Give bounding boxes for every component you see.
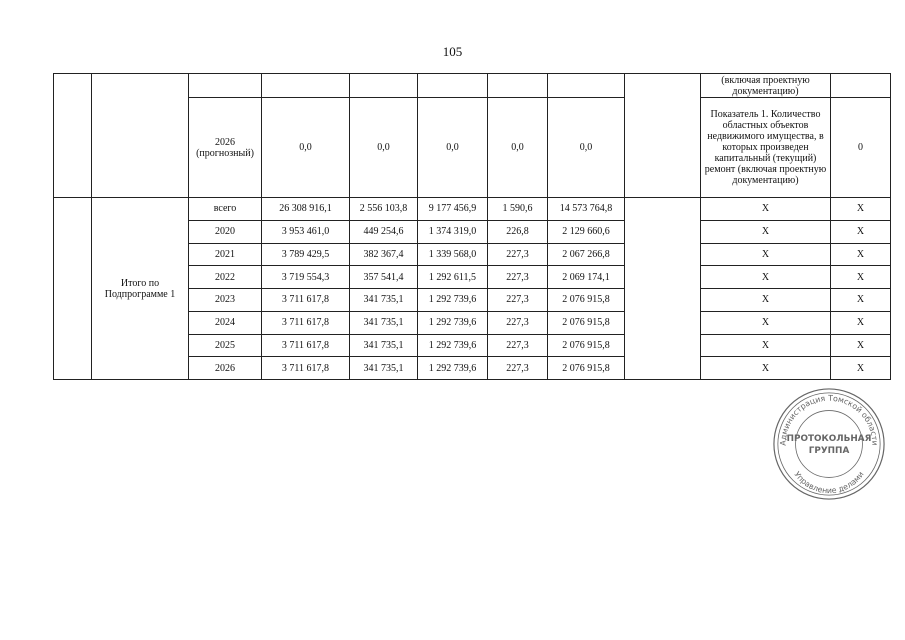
x-mark-cell: X: [831, 357, 891, 380]
value-cell: 0,0: [350, 98, 418, 198]
value-cell: 357 541,4: [350, 266, 418, 289]
value-cell: 26 308 916,1: [262, 198, 350, 221]
value-cell: 1 292 739,6: [418, 289, 488, 312]
x-mark-cell: X: [831, 198, 891, 221]
value-cell: 2 129 660,6: [548, 220, 625, 243]
stamp-seal: [770, 385, 888, 503]
value-cell: 449 254,6: [350, 220, 418, 243]
indicator-text-cell: Показатель 1. Количество областных объектов недвижимого имущества, в которых произведен капитальный (текущий) ремонт (включая проектную документацию): [701, 98, 831, 198]
stamp-ring-top: Администрация Томской области: [778, 393, 880, 446]
value-cell: [262, 74, 350, 98]
value-cell: 227,3: [488, 289, 548, 312]
value-cell: 0,0: [488, 98, 548, 198]
year-cell: 2023: [189, 289, 262, 312]
year-cell: 2020: [189, 220, 262, 243]
value-cell: 341 735,1: [350, 311, 418, 334]
value-cell: [488, 74, 548, 98]
value-cell: 3 953 461,0: [262, 220, 350, 243]
value-cell: 3 719 554,3: [262, 266, 350, 289]
executor-cell: [625, 74, 701, 198]
stamp-center-line-2: ГРУППА: [808, 445, 850, 456]
value-cell: 1 374 319,0: [418, 220, 488, 243]
value-cell: 2 076 915,8: [548, 357, 625, 380]
indicator-value-cell: [831, 74, 891, 98]
indicator-value-cell: 0: [831, 98, 891, 198]
x-mark-cell: X: [831, 289, 891, 312]
value-cell: 2 076 915,8: [548, 289, 625, 312]
value-cell: 227,3: [488, 243, 548, 266]
value-cell: 3 711 617,8: [262, 334, 350, 357]
x-mark-cell: X: [831, 266, 891, 289]
table-row: [54, 74, 891, 98]
value-cell: 341 735,1: [350, 357, 418, 380]
value-cell: 3 789 429,5: [262, 243, 350, 266]
value-cell: 1 292 739,6: [418, 334, 488, 357]
value-cell: 341 735,1: [350, 289, 418, 312]
value-cell: 0,0: [262, 98, 350, 198]
year-cell: всего: [189, 198, 262, 221]
x-mark-cell: X: [701, 289, 831, 312]
value-cell: 0,0: [548, 98, 625, 198]
x-mark-cell: X: [831, 220, 891, 243]
value-cell: 2 076 915,8: [548, 334, 625, 357]
x-mark-cell: X: [701, 357, 831, 380]
x-mark-cell: X: [701, 311, 831, 334]
year-cell: 2021: [189, 243, 262, 266]
value-cell: 2 076 915,8: [548, 311, 625, 334]
value-cell: 2 556 103,8: [350, 198, 418, 221]
value-cell: 226,8: [488, 220, 548, 243]
year-cell: 2024: [189, 311, 262, 334]
number-cell: [54, 198, 92, 380]
total-label-cell: Итого по Подпрограмме 1: [92, 198, 189, 380]
name-cell: [92, 74, 189, 198]
x-mark-cell: X: [831, 334, 891, 357]
value-cell: 1 292 739,6: [418, 357, 488, 380]
value-cell: 382 367,4: [350, 243, 418, 266]
x-mark-cell: X: [701, 243, 831, 266]
page-number: 105: [442, 44, 463, 59]
value-cell: 3 711 617,8: [262, 289, 350, 312]
value-cell: 2 067 266,8: [548, 243, 625, 266]
executor-cell: [625, 198, 701, 380]
table-row: [54, 198, 891, 221]
value-cell: 14 573 764,8: [548, 198, 625, 221]
year-cell: [189, 74, 262, 98]
stamp-center-line-1: ПРОТОКОЛЬНАЯ: [786, 434, 872, 445]
year-cell: 2022: [189, 266, 262, 289]
x-mark-cell: X: [701, 334, 831, 357]
value-cell: 9 177 456,9: [418, 198, 488, 221]
year-cell: 2025: [189, 334, 262, 357]
value-cell: 227,3: [488, 266, 548, 289]
x-mark-cell: X: [701, 198, 831, 221]
value-cell: 1 292 611,5: [418, 266, 488, 289]
indicator-text-cell: (включая проектную документацию): [701, 74, 831, 98]
value-cell: [548, 74, 625, 98]
value-cell: 1 292 739,6: [418, 311, 488, 334]
number-cell: [54, 74, 92, 198]
value-cell: 227,3: [488, 311, 548, 334]
value-cell: 1 590,6: [488, 198, 548, 221]
value-cell: [350, 74, 418, 98]
value-cell: 227,3: [488, 357, 548, 380]
value-cell: 1 339 568,0: [418, 243, 488, 266]
x-mark-cell: X: [831, 243, 891, 266]
value-cell: 2 069 174,1: [548, 266, 625, 289]
value-cell: 341 735,1: [350, 334, 418, 357]
budget-table: [53, 73, 891, 380]
x-mark-cell: X: [701, 266, 831, 289]
stamp-ring-bottom: Управление делами: [792, 469, 866, 496]
value-cell: [418, 74, 488, 98]
x-mark-cell: X: [701, 220, 831, 243]
value-cell: 3 711 617,8: [262, 357, 350, 380]
year-cell: 2026 (прогнозный): [189, 98, 262, 198]
x-mark-cell: X: [831, 311, 891, 334]
value-cell: 227,3: [488, 334, 548, 357]
value-cell: 0,0: [418, 98, 488, 198]
year-cell: 2026: [189, 357, 262, 380]
value-cell: 3 711 617,8: [262, 311, 350, 334]
